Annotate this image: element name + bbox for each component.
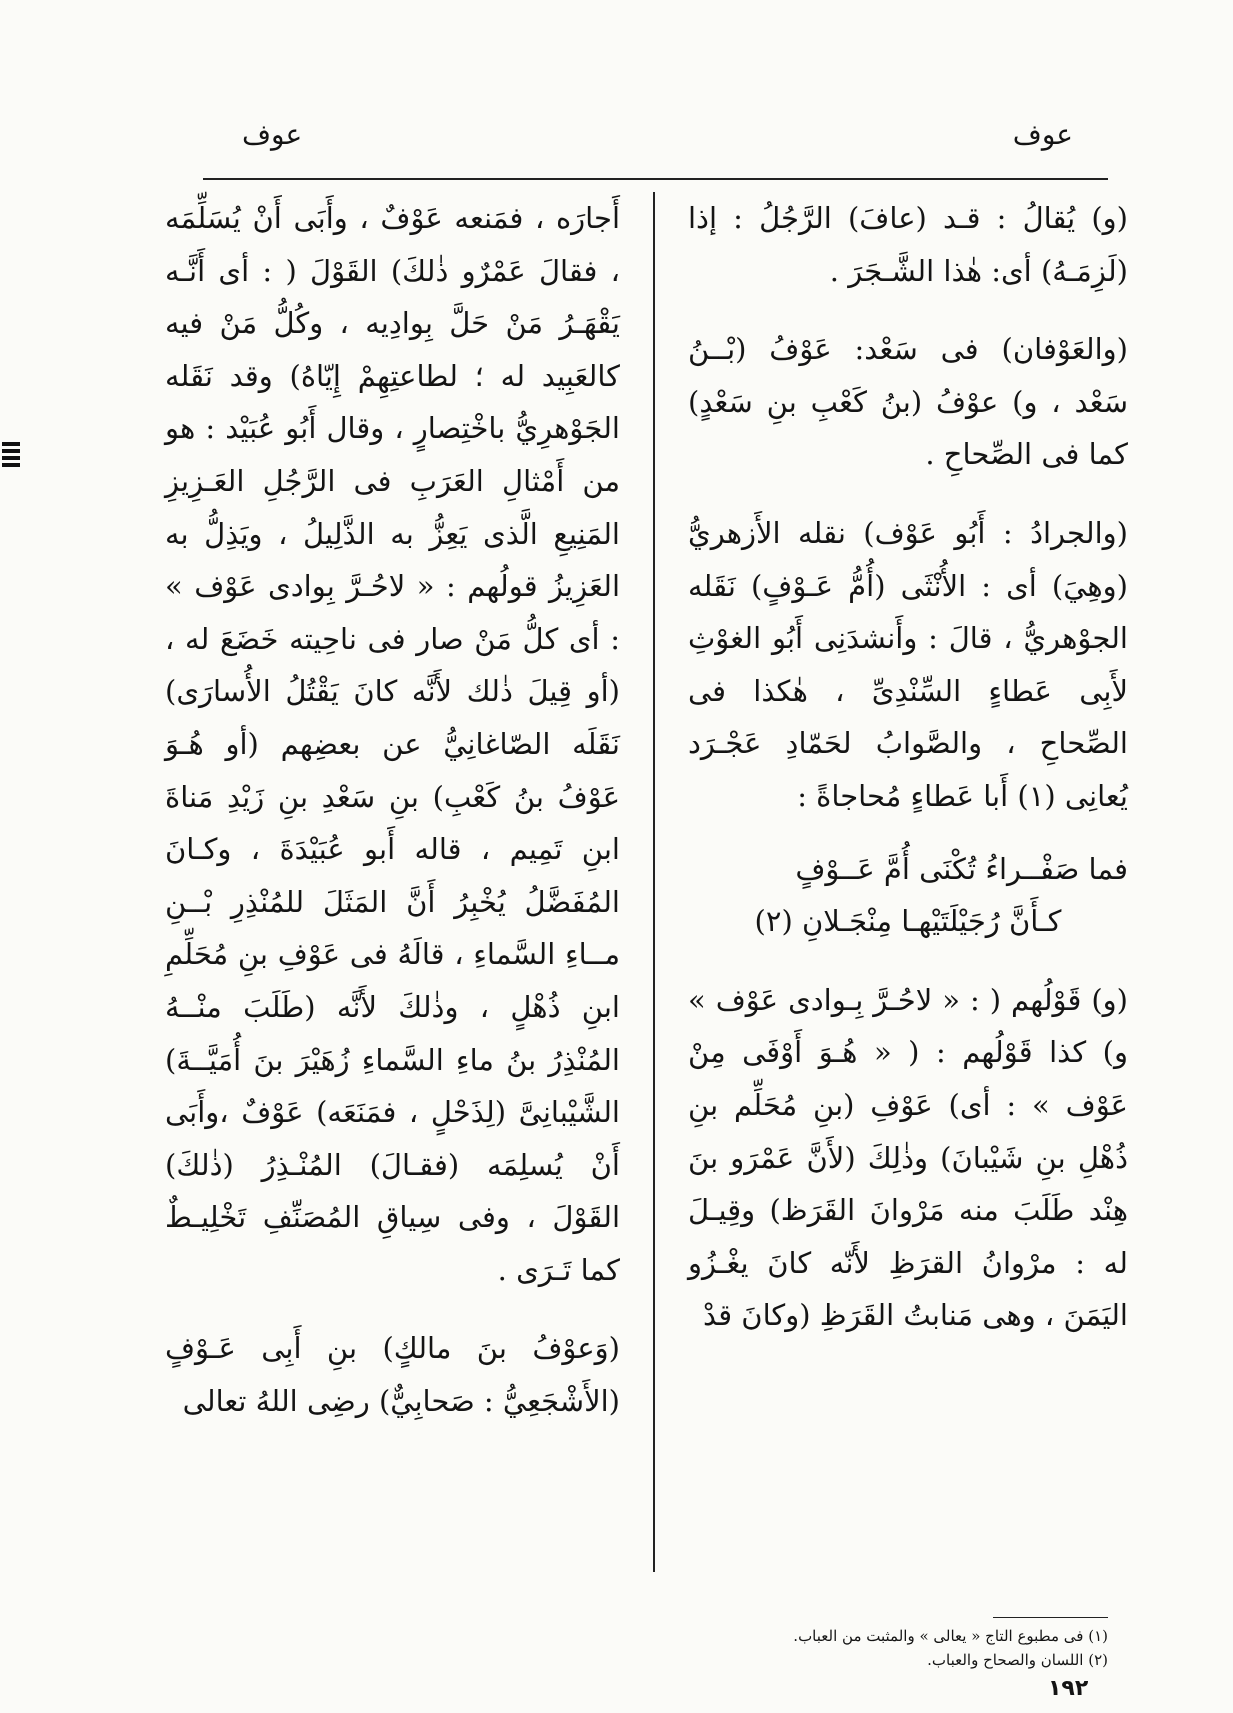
left-column (165, 192, 620, 1428)
entry-paragraph: (و) قَوْلُهم ( : « لاحُـرَّ بِـوادى عَوْف » و) كذا قَوْلُهم : ( « هُـوَ أَوْفَى مِنْ عَوْف » : أى) عَوْفِ (بنِ مُحَلِّم بنِ ذُهْلِ بنِ شَيْبانَ) وذٰلِكَ (لأَنَّ عَمْرَو بنَ هِنْد طَلَبَ منه مَرْوانَ القَرَظ) وقِيـلَ له : مرْوانُ القرَظِ لأَنّه كانَ يغْـزُو اليَمَنَ ، وهى مَنابتُ القَرَظِ (وكانَ قدْ (688, 982, 1128, 1333)
entry-paragraph: أَجارَه ، فمَنعه عَوْفٌ ، وأَبَى أَنْ يُسَلِّمَه ، فقالَ عَمْرٌو ذٰلكَ) القَوْلَ ( : أى أَنَّـه يَقْهَـرُ مَنْ حَلَّ بِوادِيه ، وكُلُّ مَنْ فيه كالعَبِيد له ؛ لطاعتِهِمْ إِيّاهُ) وقد نَقَله الجَوْهرِيُّ باخْتِصارٍ ، وقال أَبُو عُبَيْد : هو من أَمْثالِ العَرَبِ فى الرَّجُلِ العَـزِيزِ المَنِيعِ الَّذى يَعِزُّ به الذَّلِيلُ ، ويَذِلُّ به العَزِيزُ قولُهم : « لاحُـرَّ بِوادى عَوْف » : أى كلُّ مَنْ صار فى ناحِيته خَضَعَ له ، (أو قِيلَ ذٰلك لأَنَّه كانَ يَقْتُلُ الأُسارَى) نَقَلَه الصّاغانِيُّ عن بعضِهم (أو هُـوَ عَوْفُ بنُ كَعْبِ) بنِ سَعْدِ بنِ زَيْدِ مَناةَ ابنِ تَمِيم ، قاله أَبو عُبَيْدَةَ ، وكـانَ المُفَضَّلُ يُخْبِرُ أَنَّ المَثَلَ للمُنْذِرِ بْــنِ مــاءِ السَّماءِ ، قالَهُ فى عَوْفِ بنِ مُحَلِّمِ ابنِ ذُهْلٍ ، وذٰلكَ لأَنَّه (طَلَبَ منْــهُ المُنْذِرُ بنُ ماءِ السَّماءِ زُهَيْرَ بنَ أُمَيَّــةَ) الشَّيْبانِىَّ (لِذَحْلٍ ، فمَنَعَه) عَوْفٌ ،وأَبَى أَنْ يُسلِمَه (فقـالَ) المُنْـذِرُ (ذٰلكَ) القَوْلَ ، وفى سِياقِ المُصَنِّفِ تَخْلِيـطٌ كما تَـرَى . (165, 201, 620, 1287)
verse-line-1: فما صَفْــراءُ تُكْنَى أُمَّ عَــوْفٍ (795, 851, 1128, 886)
running-headword-left: عوف (242, 118, 303, 151)
running-headword-right: عوف (1012, 118, 1073, 151)
right-column (688, 192, 1128, 1342)
header-rule (203, 178, 1108, 180)
verse-line-2: كـأَنَّ رُجَيْلَتَيْهـا مِنْجَـلانِ (٢) (754, 904, 1062, 939)
footnote-1: (١) فى مطبوع التاج « يعالى » والمثبت من العباب. (793, 1627, 1108, 1645)
margin-binding-mark (0, 440, 22, 474)
column-divider (653, 192, 655, 1572)
page-number: ١٩٢ (1048, 1676, 1089, 1701)
footnote-2: (٢) اللسان والصحاح والعباب. (927, 1651, 1108, 1669)
entry-paragraph: (وَعوْفُ بنَ مالكٍ) بنِ أَبِى عَـوْفٍ (الأَشْجَعِيُّ : صَحابِيٌّ) رضِى اللهُ تعالى (165, 1331, 620, 1419)
entry-paragraph: (والجرادُ : أَبُو عَوْف) نقله الأَزهريُّ (وهِيَ) أى : الأُنْثَى (أُمُّ عَـوْفٍ) نَقَله الجوْهريُّ ، قالَ : وأَنشدَنِى أَبُو الغوْثِ لأَبِى عَطاءٍ السِّنْدِىِّ ، هٰكذا فى الصِّحاحِ ، والصَّوابُ لحَمّادِ عَجْـرَد يُعانِى (١) أَبا عَطاءٍ مُحاجاةً : (688, 515, 1128, 813)
entry-paragraph: (و) يُقالُ : قـد (عافَ) الرَّجُلُ : إذا (لَزِمَـهُ) أى: هٰذا الشَّـجَرَ . (688, 201, 1128, 288)
entry-paragraph: (والعَوْفان) فى سَعْد: عَوْفُ (بْــنُ سَعْد ، و) عوْفُ (بنُ كَعْبِ بنِ سَعْدٍ) كما فى الصِّحاحِ . (688, 332, 1128, 472)
